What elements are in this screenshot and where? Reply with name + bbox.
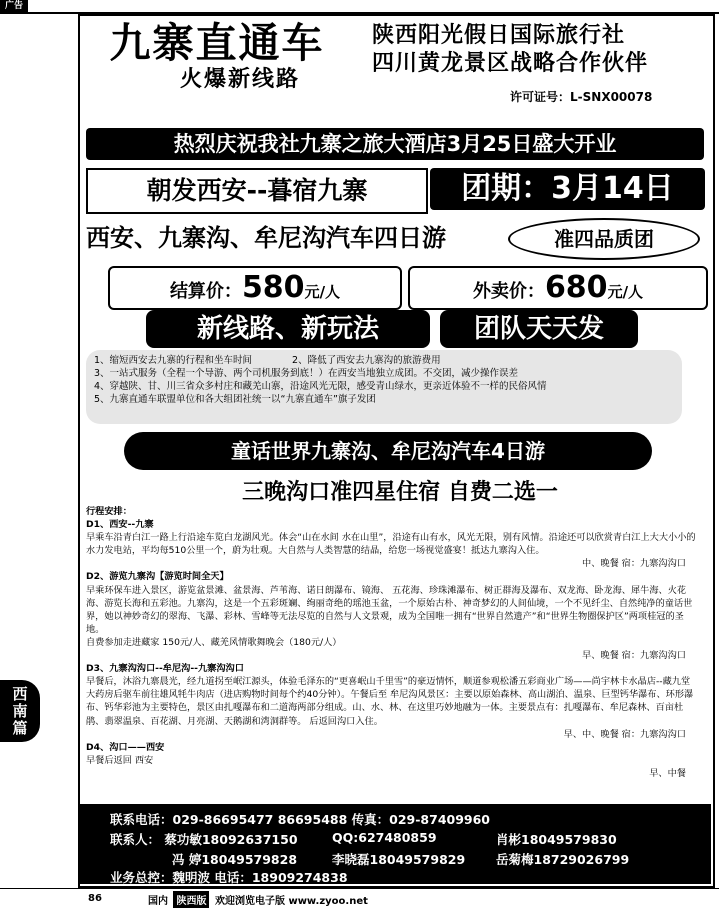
settle-price — [108, 266, 402, 310]
day2-text: 早乘环保车进入景区，游览盆景滩、盆景海、芦苇海、诺日朗瀑布、镜海、 五花海、珍珠滩瀑布、树正群海及瀑布、双龙海、卧龙海、犀牛海、火花海、游览长海和五彩池。九寨沟，这是一个五彩斑斓、绚丽奇绝的瑶池玉盆，一个原始古朴、神奇梦幻的人间仙境，一个不见纤尘、自然纯净的童话世界，她以神妙奇幻的翠海、飞瀑、彩林、雪峰等无法尽览的自然与人文景观，成为全国唯一拥有“世界自然遗产”和“世界生物圈保护区”两项桂冠的圣地。 — [86, 584, 693, 635]
tale-banner: 童话世界九寨沟、牟尼沟汽车4日游 — [124, 432, 652, 470]
side-tab-char: 南 — [12, 702, 28, 720]
footer-site-link[interactable]: 欢迎浏览电子版 www.zyoo.net — [214, 896, 368, 907]
retail-price — [408, 266, 708, 310]
day3-title: D3、九寨沟沟口--牟尼沟--九寨沟沟口 — [86, 663, 244, 675]
itinerary — [86, 505, 696, 780]
feature-row — [94, 354, 674, 367]
side-tab-char: 西 — [12, 685, 28, 703]
day2-meals: 早、晚餐 宿：九寨沟沟口 — [582, 650, 686, 662]
contact-phone: 联系电话：029-86695477 86695488 传真：029-87409960 — [110, 812, 491, 827]
page-number: 86 — [88, 893, 102, 904]
feature-item: 3、一站式服务（全程一个导游、两个司机服务到底！）在西安当地独立成团。不交团，减少操作误差 — [94, 368, 519, 379]
contact-person: 肖彬18049579830 — [496, 832, 617, 847]
ad-tag: 广告 — [0, 0, 28, 13]
tour-name: 西安、九寨沟、牟尼沟汽车四日游 — [86, 224, 446, 252]
day4-text: 早餐后返回 西安 — [86, 754, 154, 766]
contact-qq: QQ:627480859 — [332, 830, 437, 845]
settle-unit: 元/人 — [304, 283, 341, 301]
route-banner: 朝发西安--暮宿九寨 — [86, 168, 428, 214]
retail-unit: 元/人 — [607, 283, 644, 301]
feature-item: 5、九寨直通车联盟单位和各大组团社统一以“九寨直通车”旗子发团 — [94, 394, 376, 405]
settle-value: 580 — [241, 270, 305, 305]
day4-title: D4、沟口——西安 — [86, 741, 165, 753]
contact-person: 联系人： 蔡功敏18092637150 — [110, 832, 298, 847]
footer-brand: 陕西版 — [173, 891, 209, 908]
day3-text: 早餐后，沐浴九寨晨光，经九道拐至岷江源头，体验毛泽东的“更喜岷山千里雪”的豪迈情怀，顺道参观松潘五彩商业广场——尚宇林卡水晶店--藏九堂大药房后驱车前往雄风牦牛肉店（进店购物时间每个约40分钟）。午餐后至 牟尼沟风景区：主要以原始森林、高山湖泊、温泉、巨型钙华瀑布、环形瀑布、钙华彩池为主要特色，景区由扎嘎瀑布和二道海两部分组成。山、水、林、在这里巧妙地融为一体。主要景点有：扎嘎瀑布、牟尼森林、百亩杜鹃、翡翠温泉、百花湖、月亮湖、天鹅湖和湾洞群等。 后返回沟口入住。 — [86, 676, 694, 727]
slogan-daily-departure: 团队天天发 — [440, 310, 638, 348]
logo-subtitle: 火爆新线路 — [179, 67, 300, 92]
day2-extra: 自费参加走进藏家 150元/人、藏羌风情歌舞晚会（180元/人） — [86, 636, 342, 648]
day3-meals: 早、中、晚餐 宿：九寨沟沟口 — [563, 728, 686, 740]
quality-badge: 准四品质团 — [508, 218, 700, 260]
permit-number: 许可证号：L-SNX00078 — [510, 90, 653, 104]
contact-box — [80, 804, 711, 884]
top-rule — [0, 0, 719, 14]
settle-label: 结算价： — [169, 281, 242, 302]
day1-text: 早乘车沿青白江一路上行沿途车览白龙湖风光。体会“山在水间 水在山里”，沿途有山有水，风光无限，别有风情。沿途还可以欣赏青白江上大大小小的水力发电站，平均每510公里一个，蔚为壮观。大自然与人类智慧的结晶，给您一场视觉盛宴！抵达九寨沟入住。 — [86, 532, 696, 557]
side-tab-char: 篇 — [12, 719, 28, 737]
logo-title: 九寨直通车 — [109, 19, 325, 67]
itinerary-heading: 行程安排： — [86, 506, 132, 517]
feature-item: 4、穿越陕、甘、川三省众多村庄和藏羌山寨，沿途风光无限，感受青山绿水，更亲近体验不一样的民俗风情 — [94, 381, 547, 392]
slogan-new-route: 新线路、新玩法 — [146, 310, 430, 348]
footer-section: 国内 — [148, 896, 168, 907]
feature-item: 2、降低了西安去九寨沟的旅游费用 — [292, 355, 441, 366]
day2-title: D2、游览九寨沟【游览时间全天】 — [86, 571, 229, 583]
features-box — [86, 350, 682, 424]
retail-value: 680 — [544, 270, 608, 305]
section-side-tab — [0, 680, 40, 742]
company-name: 陕西阳光假日国际旅行社 — [372, 23, 626, 48]
retail-label: 外卖价： — [472, 281, 545, 302]
page-footer — [0, 888, 719, 913]
contact-person: 岳菊梅18729026799 — [496, 852, 630, 867]
celebrate-banner: 热烈庆祝我社九寨之旅大酒店3月25日盛大开业 — [86, 128, 704, 160]
contact-person: 李晓磊18049579829 — [332, 852, 466, 867]
footer-info — [148, 891, 368, 908]
stay-title: 三晚沟口准四星住宿 自费二选一 — [242, 480, 558, 505]
feature-item: 1、缩短西安去九寨的行程和坐车时间 — [94, 355, 253, 366]
group-date-banner: 团期：3月14日 — [430, 168, 705, 210]
day1-title: D1、西安--九寨 — [86, 519, 154, 531]
contact-person: 冯 婷18049579828 — [172, 852, 298, 867]
company-block — [372, 22, 702, 78]
day4-meals: 早、中餐 — [649, 767, 686, 779]
day1-meals: 中、晚餐 宿：九寨沟沟口 — [582, 558, 686, 570]
contact-director: 业务总控：魏明波 电话：18909274838 — [110, 870, 348, 885]
company-partner: 四川黄龙景区战略合作伙伴 — [372, 51, 649, 76]
